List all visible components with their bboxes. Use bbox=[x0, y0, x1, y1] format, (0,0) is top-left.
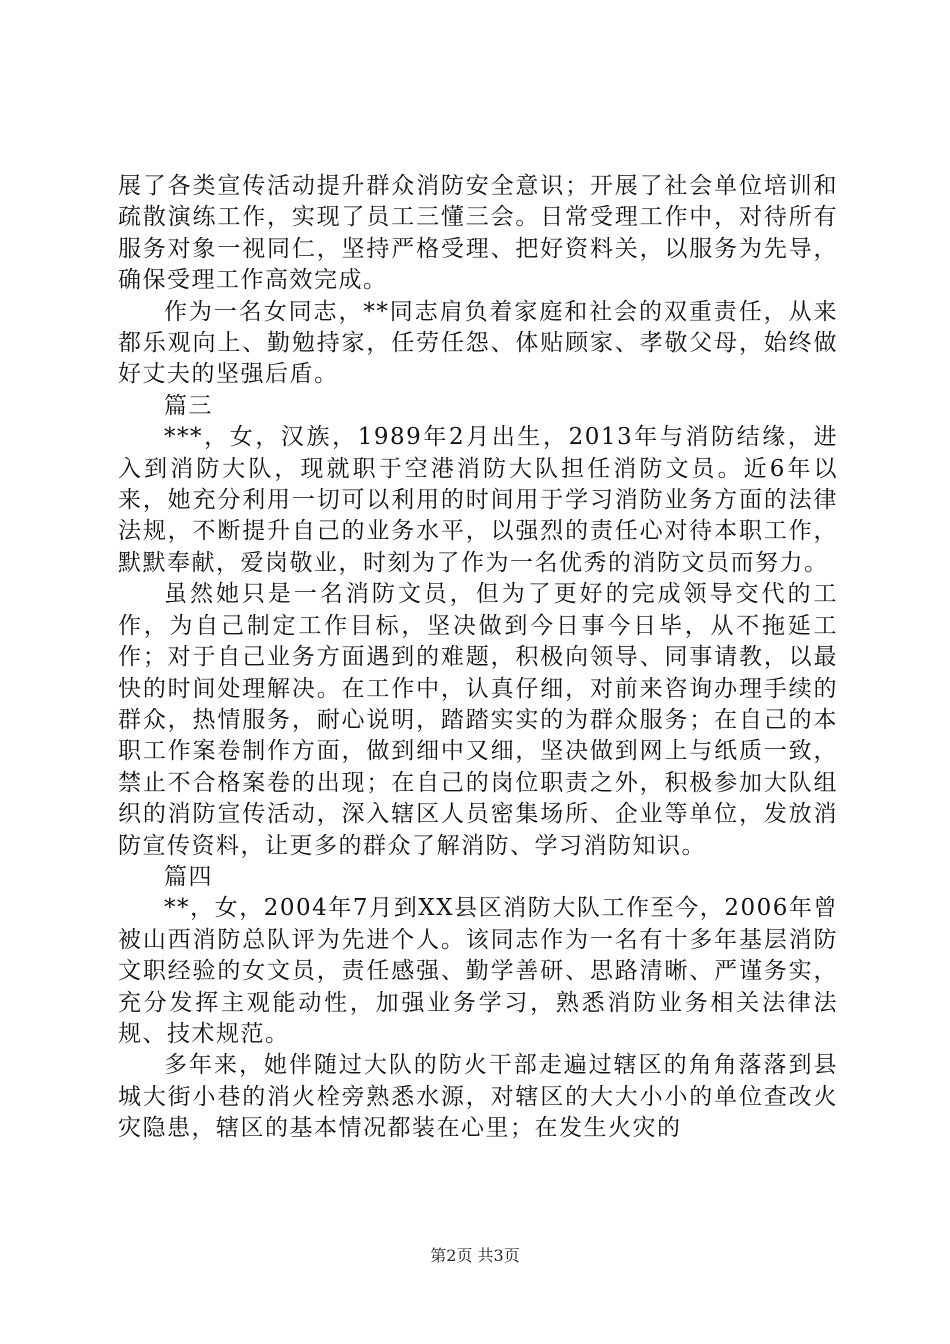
paragraph-profile-intro: ***，女，汉族，1989年2月出生，2013年与消防结缘，进入到消防大队，现就职于空港消防大队担任消防文员。近6年以来，她充分利用一切可以利用的时间用于学习消防业务方面的法律法规，不断提升自己的业务水平，以强烈的责任心对待本职工作，默默奉献，爱岗敬业，时刻为了作为一名优秀的消防文员而努力。 bbox=[118, 424, 838, 576]
page-footer bbox=[0, 1243, 950, 1266]
document-body bbox=[118, 171, 838, 1145]
paragraph-years-of-service: 多年来，她伴随过大队的防火干部走遍过辖区的角角落落到县城大街小巷的消火栓旁熟悉水源，对辖区的大大小小的单位查改火灾隐患，辖区的基本情况都装在心里；在发生火灾的 bbox=[118, 1052, 838, 1142]
section-heading-part-three: 篇三 bbox=[164, 392, 213, 419]
paragraph-profile-four: **，女，2004年7月到XX县区消防大队工作至今，2006年曾被山西消防总队评为先进个人。该同志作为一名有十多年基层消防文职经验的女文员，责任感强、勤学善研、思路清晰、严谨务实，充分发挥主观能动性，加强业务学习，熟悉消防业务相关法律法规、技术规范。 bbox=[118, 895, 838, 1047]
page-number-label: 第2页 共3页 bbox=[430, 1246, 520, 1265]
paragraph-continuation: 展了各类宣传活动提升群众消防安全意识；开展了社会单位培训和疏散演练工作，实现了员工三懂三会。日常受理工作中，对待所有服务对象一视同仁，坚持严格受理、把好资料关，以服务为先导，确保受理工作高效完成。 bbox=[118, 173, 838, 294]
paragraph-female-comrade: 作为一名女同志，**同志肩负着家庭和社会的双重责任，从来都乐观向上、勤勉持家，任劳任怨、体贴顾家、孝敬父母，始终做好丈夫的坚强后盾。 bbox=[118, 298, 838, 388]
paragraph-work-duties: 虽然她只是一名消防文员，但为了更好的完成领导交代的工作，为自己制定工作目标，坚决做到今日事今日毕，从不拖延工作；对于自己业务方面遇到的难题，积极向领导、同事请教，以最快的时间处理解决。在工作中，认真仔细，对前来咨询办理手续的群众，热情服务，耐心说明，踏踏实实的为群众服务；在自己的本职工作案卷制作方面，做到细中又细，坚决做到网上与纸质一致，禁止不合格案卷的出现；在自己的岗位职责之外，积极参加大队组织的消防宣传活动，深入辖区人员密集场所、企业等单位，发放消防宣传资料，让更多的群众了解消防、学习消防知识。 bbox=[118, 581, 838, 859]
section-heading-part-four: 篇四 bbox=[164, 863, 213, 890]
